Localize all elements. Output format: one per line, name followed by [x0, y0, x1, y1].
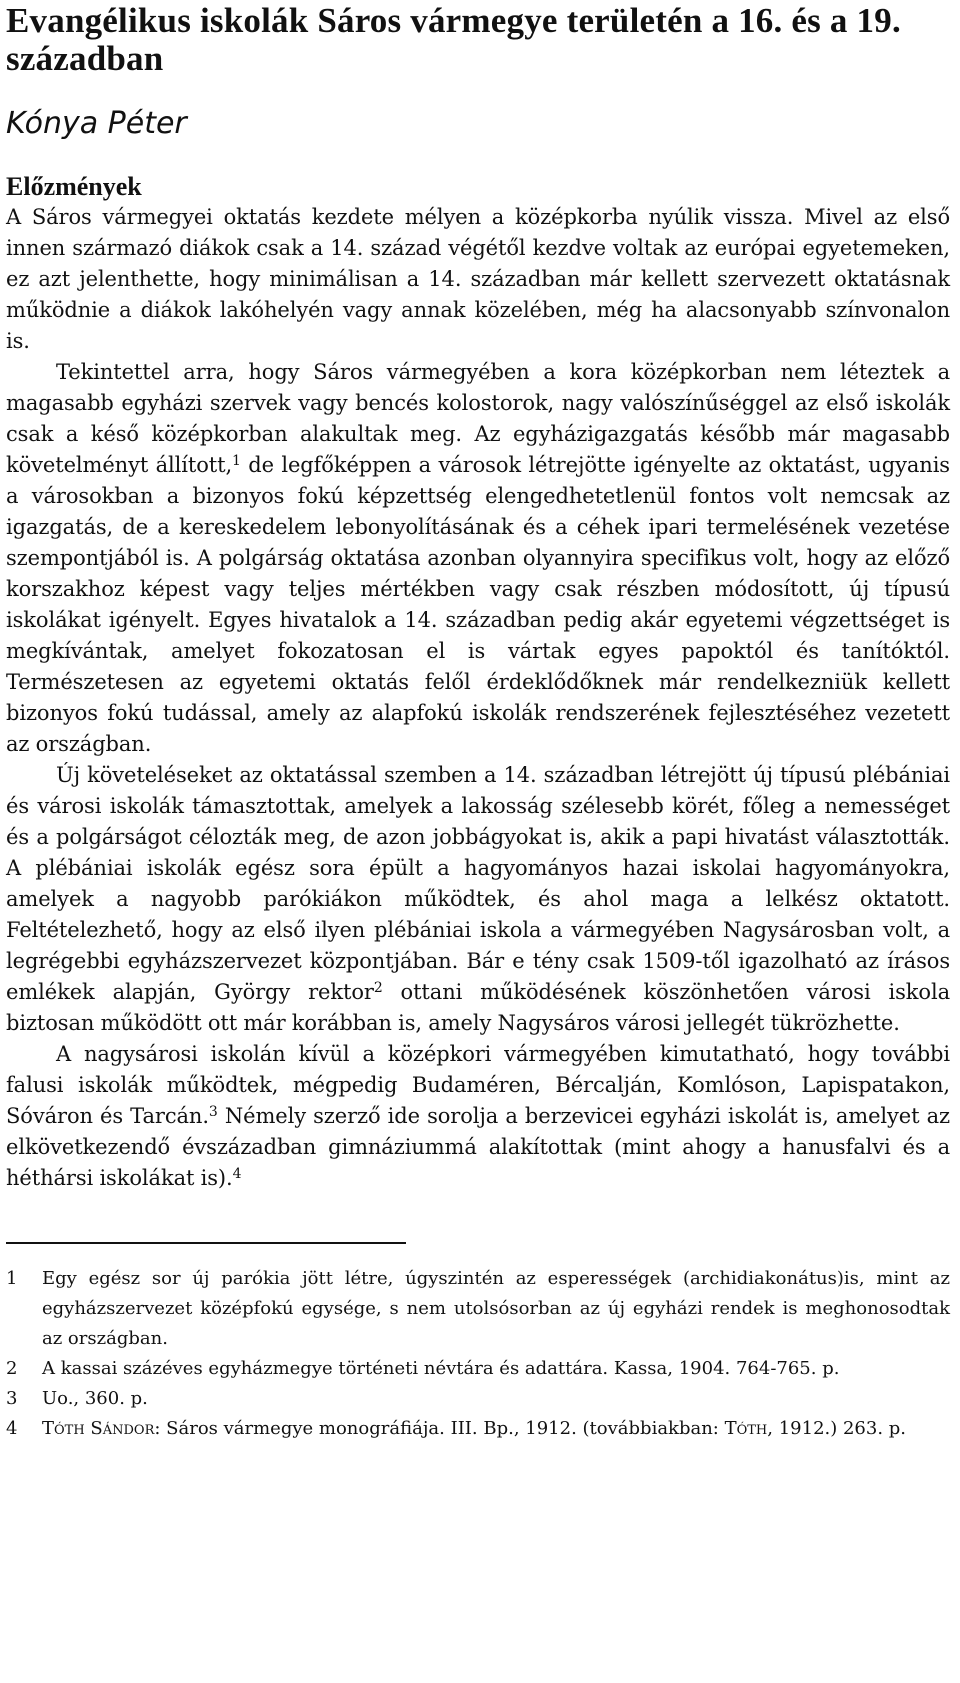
footnote-ref-2[interactable]: 2 — [373, 980, 383, 996]
footnote-4 — [6, 1414, 950, 1444]
footnotes — [6, 1264, 950, 1444]
section-heading: Előzmények — [6, 172, 142, 201]
paragraph-3-part-a: Új követeléseket az oktatással szemben a 14. században létrejött új típusú plébániai és városi iskolák támasztottak, amelyek a lakosság szélesebb körét, főleg a nemességet és a polgárságot célozták meg, de azon jobbágyokat is, akik a papi hivatást választották. A plébániai iskolák egész sora épült a hagyományos hazai iskolai hagyományokra, amelyek a nagyobb parókiákon működtek, és ahol maga a lelkész oktatott. Feltételezhető, hogy az első ilyen plébániai iskola a vármegyében Nagysárosban volt, a legrégebbi egyházszervezet központjában. Bár e tény csak 1509-től igazolható az írásos emlékek alapján, György rektor — [6, 763, 950, 1004]
footnote-ref-1[interactable]: 1 — [232, 453, 241, 469]
footnote-number: 3 — [6, 1388, 18, 1409]
footnote-number: 1 — [6, 1268, 18, 1289]
document-page — [6, 0, 950, 1444]
paragraph-1: A Sáros vármegyei oktatás kezdete mélyen a középkorba nyúlik vissza. Mivel az első innen származó diákok csak a 14. század végétől kezdve voltak az európai egyetemeken, ez azt jelenthette, hogy minimálisan a 14. században már kellett szervezett oktatásnak működnie a diákok lakóhelyén vagy annak közelében, még ha alacsonyabb színvonalon is. — [6, 205, 950, 353]
paragraph-4-part-b: Némely szerző ide sorolja a berzevicei egyházi iskolát is, amelyet az elkövetkezendő évszázadban gimnáziummá alakítottak (mint ahogy a hanusfalvi és a héthársi iskolákat is). — [6, 1104, 950, 1190]
footnote-text-tail: , 1912.) 263. p. — [767, 1418, 907, 1439]
paragraph-2-part-b: de legfőképpen a városok létrejötte igényelte az oktatást, ugyanis a városokban a bizonyos fokú képzettség elengedhetetlenül fontos volt nemcsak az igazgatás, de a kereskedelem lebonyolításának és a céhek ipari termelésének vezetése szempontjából is. A polgárság oktatása azonban olyannyira specifikus volt, hogy az előző korszakhoz képest vagy teljes mértékben vagy csak részben módosított, új típusú iskolákat igényelt. Egyes hivatalok a 14. században pedig akár egyetemi végzettséget is megkívántak, amelyet fokozatosan el is vártak egyes papoktól és tanítóktól. Természetesen az egyetemi oktatás felől érdeklődőknek már rendelkezniük kellett bizonyos fokú tudással, amely az alapfokú iskolák rendszerének fejlesztéséhez vezetett az országban. — [6, 453, 950, 756]
article-title: Evangélikus iskolák Sáros vármegye területén a 16. és a 19. században — [6, 1, 901, 78]
footnote-author: Tóth Sándor — [42, 1418, 155, 1439]
footnote-2 — [6, 1354, 950, 1384]
footnote-text-main: : Sáros vármegye monográfiája. III. Bp., 1912. (továbbiakban: — [154, 1418, 725, 1439]
article-author: Kónya Péter — [6, 106, 187, 141]
paragraph-2 — [6, 357, 950, 760]
footnote-ref-4[interactable]: 4 — [232, 1166, 242, 1182]
paragraph-4-part-a: A nagysárosi iskolán kívül a középkori vármegyében kimutatható, hogy további falusi iskolák működtek, mégpedig Budaméren, Bércalján, Komlóson, Lapispatakon, Sóváron és Tarcán. — [6, 1042, 950, 1128]
footnote-number: 4 — [6, 1418, 18, 1439]
paragraph-2-part-a: Tekintettel arra, hogy Sáros vármegyében a kora középkorban nem léteztek a magasabb egyházi szervek vagy bencés kolostorok, nagy valószínűséggel az első iskolák csak a késő középkorban alakultak meg. Az egyházigazgatás később már magasabb követelményt állított, — [6, 360, 950, 477]
footnote-ref-3[interactable]: 3 — [208, 1104, 218, 1120]
footnote-text: Egy egész sor új parókia jött létre, úgyszintén az esperességek (archidiakonátus)is, mint az egyházszervezet középfokú egysége, s nem utolsósorban az új egyházi rendek is meghonosodtak az országban. — [42, 1268, 950, 1349]
footnote-text: A kassai százéves egyházmegye történeti névtára és adattára. Kassa, 1904. 764-765. p. — [42, 1358, 840, 1379]
paragraph-3 — [6, 760, 950, 1039]
paragraph-4 — [6, 1039, 950, 1194]
footnote-short-author: Tóth — [724, 1418, 768, 1439]
footnote-text — [42, 1414, 950, 1444]
footnote-3 — [6, 1384, 950, 1414]
footnote-separator — [6, 1242, 406, 1244]
paragraph-3-part-b: ottani működésének köszönhetően városi iskola biztosan működött ott már korábban is, amely Nagysáros városi jellegét tükrözhette. — [6, 980, 951, 1035]
footnote-number: 2 — [6, 1358, 18, 1379]
footnote-text: Uo., 360. p. — [42, 1388, 148, 1409]
footnote-1 — [6, 1264, 950, 1354]
